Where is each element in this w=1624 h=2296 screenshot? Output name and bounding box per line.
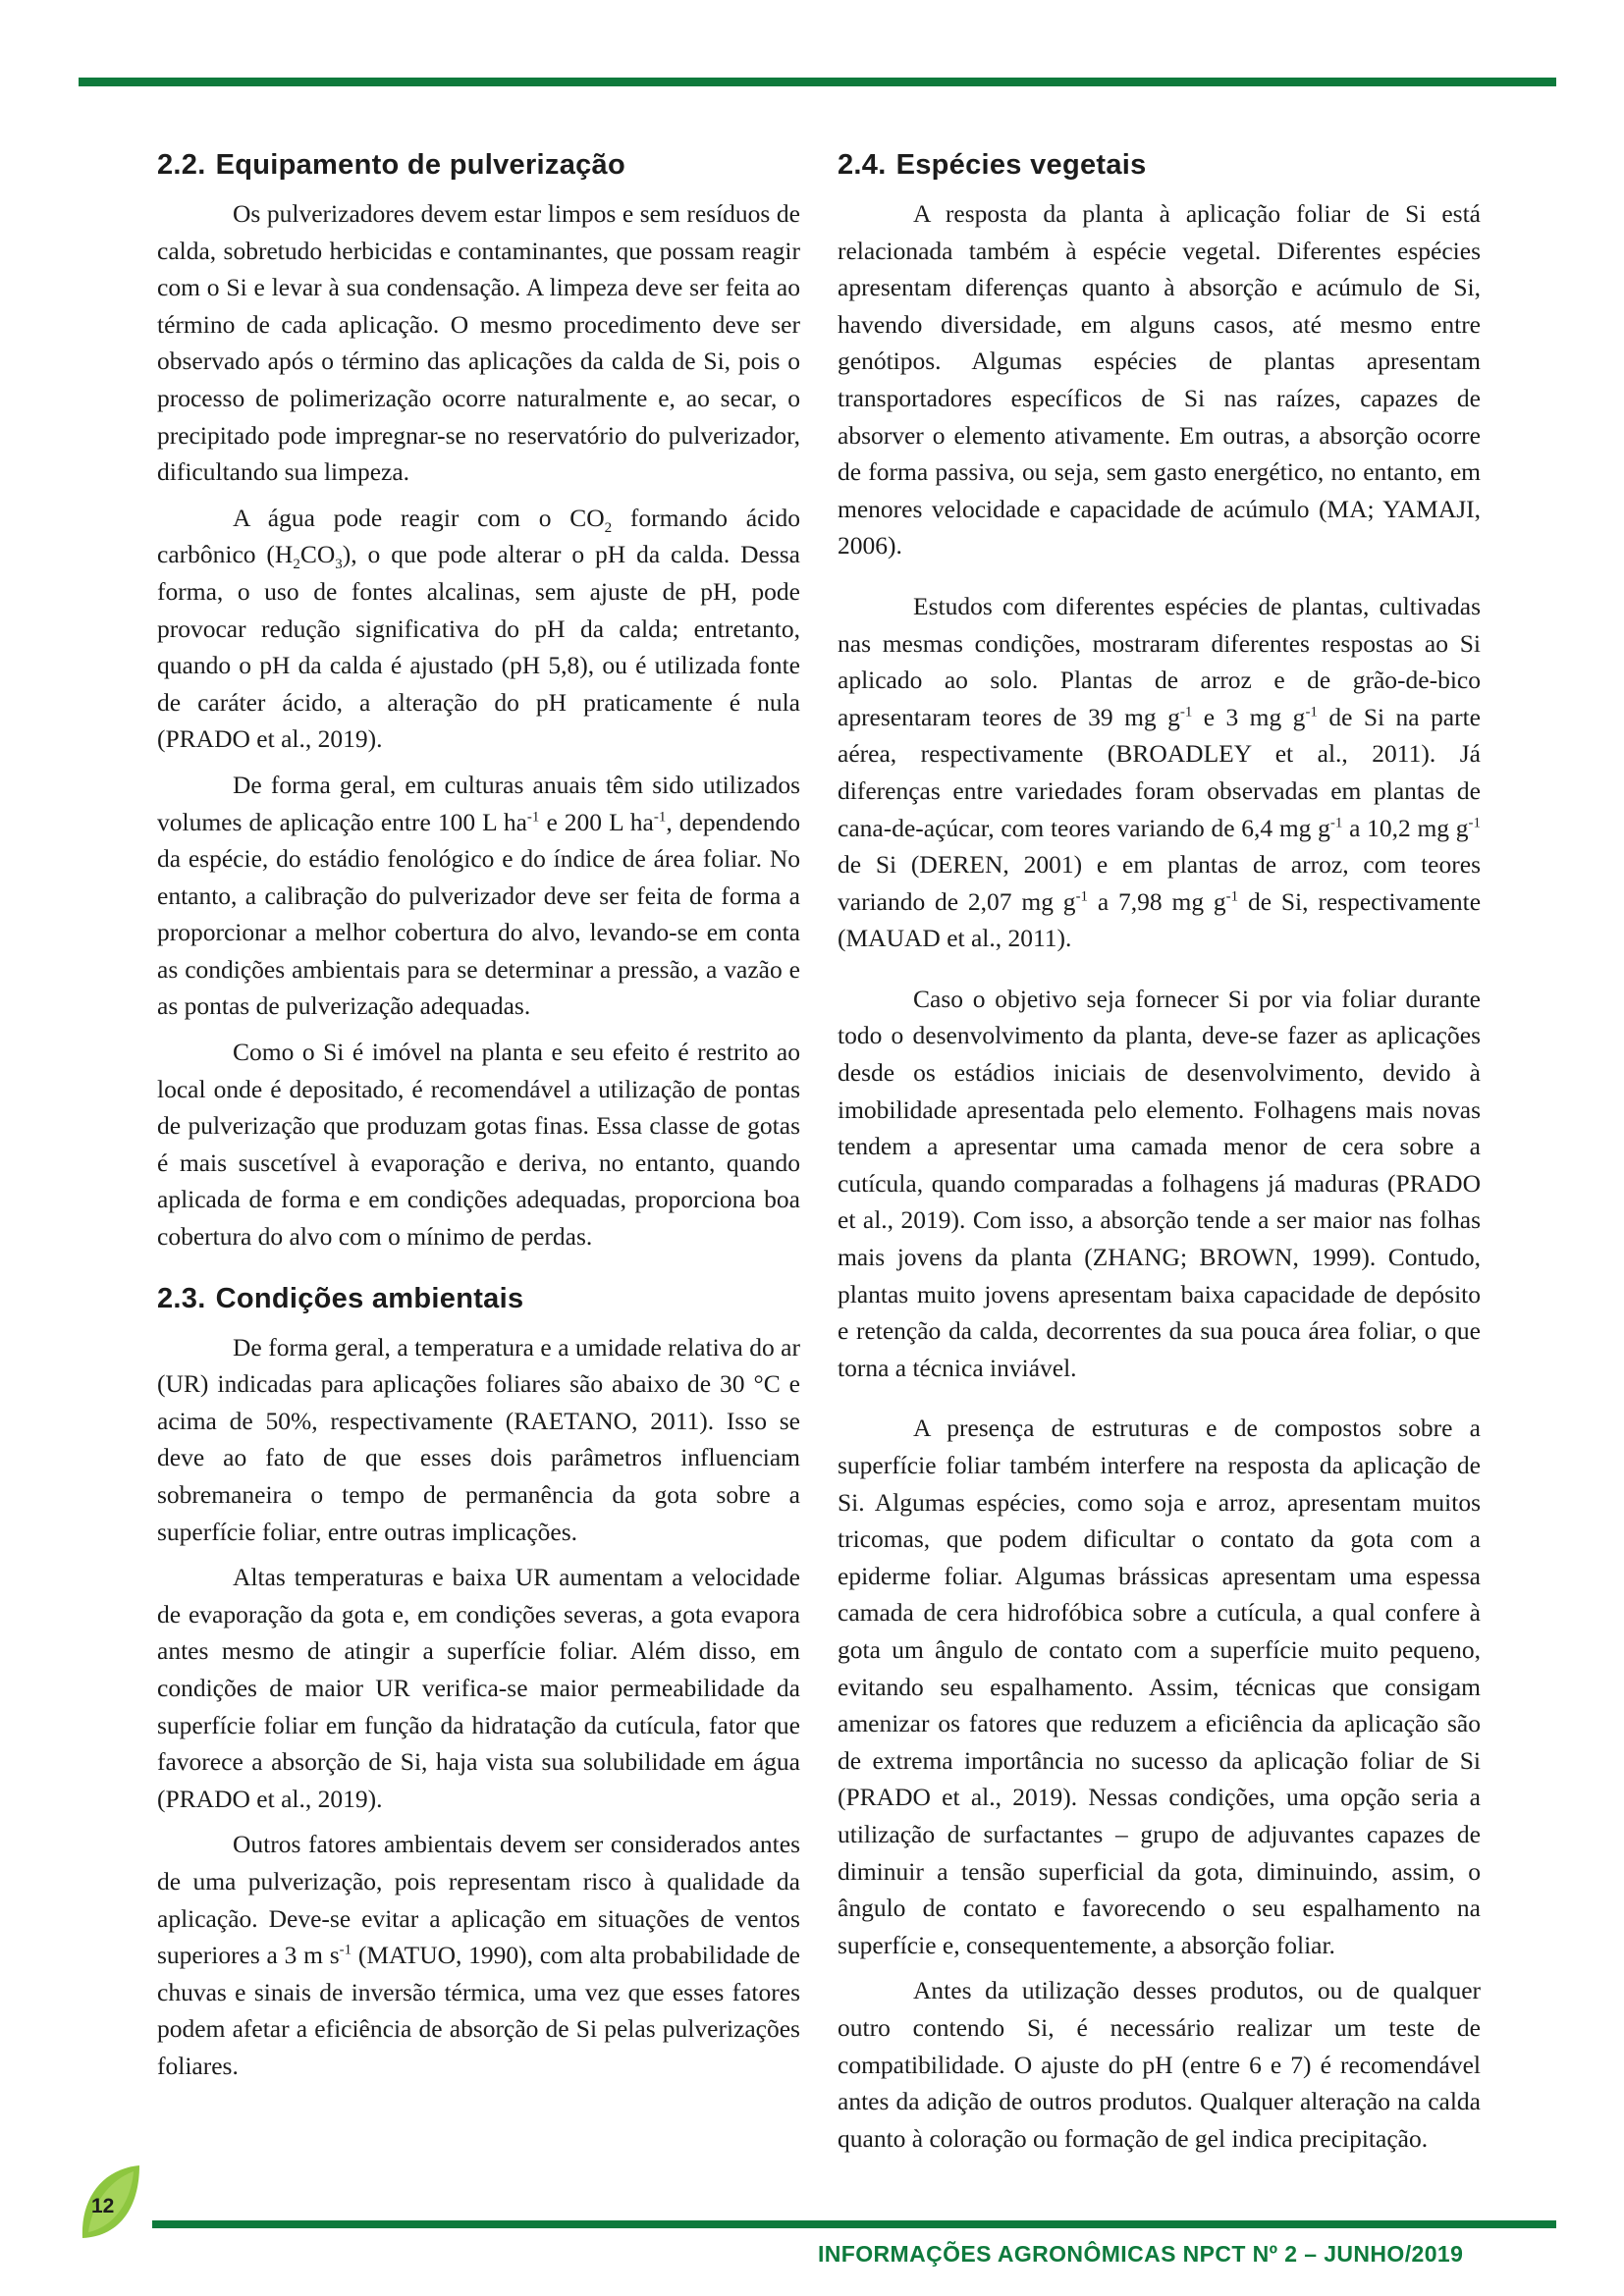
- section-number: 2.3.: [157, 1282, 206, 1314]
- text-run: Outros fatores ambientais devem ser considerados antes de uma pulverização, pois representam risco à qualidade da aplicação. Deve-se evitar a aplicação em situações de ventos superiores a 3 m s: [157, 1830, 800, 1970]
- text-run: de Si (DEREN, 2001) e em plantas de arroz, com teores variando de 2,07 mg g: [838, 850, 1481, 916]
- superscript: -1: [653, 809, 667, 825]
- text-run: CO: [299, 540, 336, 569]
- text-run: de Si na parte aérea, respectivamente (BROADLEY et al., 2011). Já diferenças entre variedades foram observadas em plantas de cana-de-açúcar, com teores variando de 6,4 mg g: [838, 702, 1481, 842]
- section-title: Condições ambientais: [215, 1282, 524, 1314]
- paragraph: A resposta da planta à aplicação foliar de Si está relacionada também à espécie vegetal. Diferentes espécies apresentam diferenças quanto à absorção e acúmulo de Si, havendo diversidade, em alguns casos, até mesmo entre genótipos. Algumas espécies de plantas apresentam transportadores específicos de Si nas raízes, capazes de absorver o elemento ativamente. Em outras, a absorção ocorre de forma passiva, ou seja, sem gasto energético, no entanto, em menores velocidade e capacidade de acúmulo (MA; YAMAJI, 2006).: [838, 199, 1481, 561]
- top-header-rule: [79, 78, 1556, 86]
- superscript: -1: [1179, 704, 1193, 721]
- text-run: e 200 L ha: [539, 807, 654, 836]
- footer-rule: [152, 2220, 1556, 2228]
- paragraph: Antes da utilização desses produtos, ou de qualquer outro contendo Si, é necessário realizar um teste de compatibilidade. O ajuste do pH (entre 6 e 7) é recomendável antes da adição de outros produtos. Qualquer alteração na calda quanto à coloração ou formação de gel indica precipitação.: [838, 1976, 1481, 2153]
- paragraph: [157, 1826, 800, 2084]
- paragraph: Os pulverizadores devem estar limpos e sem resíduos de calda, sobretudo herbicidas e contaminantes, que possam reagir com o Si e levar à sua condensação. A limpeza deve ser feita ao término de cada aplicação. O mesmo procedimento deve ser observado após o término das aplicações da calda de Si, pois o processo de polimerização ocorre naturalmente e, ao secar, o precipitado pode impregnar-se no reservatório do pulverizador, dificultando sua limpeza.: [157, 199, 800, 487]
- text-run: formando ácido carbônico (H: [157, 503, 801, 569]
- superscript: -1: [1329, 815, 1343, 830]
- superscript: -1: [1225, 888, 1239, 905]
- superscript: -1: [1468, 815, 1482, 830]
- text-run: Estudos com diferentes espécies de plantas, cultivadas nas mesmas condições, mostraram diferentes respostas ao Si aplicado ao solo. Plantas de arroz e de grão-de-bico apresentaram teores de 39 mg g: [838, 591, 1481, 731]
- section-number: 2.4.: [838, 149, 887, 181]
- text-run: , dependendo da espécie, do estádio fenológico e do índice de área foliar. No entanto, a calibração do pulverizador deve ser feita de forma a proporcionar a melhor cobertura do alvo, levando-se em conta as condições ambientais para se determinar a pressão, a vazão e as pontas de pulverização adequadas.: [157, 807, 800, 1021]
- paragraph: De forma geral, a temperatura e a umidade relativa do ar (UR) indicadas para aplicações foliares são abaixo de 30 °C e acima de 50%, respectivamente (RAETANO, 2011). Isso se deve ao fato de que esses dois parâmetros influenciam sobremaneira o tempo de permanência da gota sobre a superfície foliar, entre outras implicações.: [157, 1332, 800, 1546]
- text-run: de Si, respectivamente (MAUAD et al., 2011).: [838, 886, 1482, 953]
- text-run: a 7,98 mg g: [1088, 886, 1226, 916]
- page-number: 12: [91, 2195, 115, 2217]
- publication-title: INFORMAÇÕES AGRONÔMICAS NPCT Nº 2 – JUNHO/2019: [818, 2241, 1464, 2267]
- text-run: a 10,2 mg g: [1342, 813, 1469, 842]
- section-heading-2-3: [157, 1283, 800, 1315]
- paragraph: [157, 500, 800, 758]
- section-title: Equipamento de pulverização: [215, 149, 625, 181]
- paragraph: [838, 588, 1481, 957]
- subscript: 2: [293, 557, 300, 573]
- text-run: A água pode reagir com o CO: [233, 503, 605, 532]
- section-heading-2-4: [838, 149, 1481, 182]
- superscript: -1: [1075, 888, 1089, 905]
- left-column: [157, 149, 800, 2094]
- superscript: -1: [1305, 704, 1318, 721]
- paragraph: A presença de estruturas e de compostos sobre a superfície foliar também interfere na resposta da aplicação de Si. Algumas espécies, como soja e arroz, apresentam muitos tricomas, que podem dificultar o contato da gota com a epiderme foliar. Algumas brássicas apresentam uma espessa camada de cera hidrofóbica sobre a cutícula, a qual confere à gota um ângulo de contato com a superfície muito pequeno, evitando seu espalhamento. Assim, técnicas que consigam amenizar os fatores que reduzem a eficiência da aplicação são de extrema importância no sucesso da aplicação foliar de Si (PRADO et al., 2019). Nessas condições, uma opção seria a utilização de surfactantes – grupo de adjuvantes capazes de diminuir a tensão superficial da gota, diminuindo, assim, o ângulo de contato e favorecendo o seu espalhamento na superfície e, consequentemente, a absorção foliar.: [838, 1414, 1481, 1959]
- paragraph: Como o Si é imóvel na planta e seu efeito é restrito ao local onde é depositado, é recomendável a utilização de pontas de pulverização que produzam gotas finas. Essa classe de gotas é mais suscetível à evaporação e deriva, no entanto, quando aplicada de forma e em condições adequadas, proporciona boa cobertura do alvo com o mínimo de perdas.: [157, 1038, 800, 1252]
- section-number: 2.2.: [157, 149, 206, 181]
- text-run: (MATUO, 1990), com alta probabilidade de chuvas e sinais de inversão térmica, uma vez que esses fatores podem afetar a eficiência de absorção de Si pelas pulverizações foliares.: [157, 1941, 800, 2080]
- text-run: ), o que pode alterar o pH da calda. Dessa forma, o uso de fontes alcalinas, sem ajuste de pH, pode provocar redução significativa do pH da calda; entretanto, quando o pH da calda é ajustado (pH 5,8), ou é utilizada fonte de caráter ácido, a alteração do pH praticamente é nula (PRADO et al., 2019).: [157, 540, 800, 754]
- subscript: 3: [335, 557, 343, 573]
- footer-rule-bar: [152, 2220, 1556, 2228]
- superscript: -1: [526, 809, 540, 825]
- subscript: 2: [604, 519, 613, 536]
- superscript: -1: [339, 1942, 352, 1958]
- paragraph: Caso o objetivo seja fornecer Si por via foliar durante todo o desenvolvimento da planta, deve-se fazer as aplicações desde os estádios iniciais de desenvolvimento, devido à imobilidade apresentada pelo elemento. Folhagens mais novas tendem a apresentar uma camada menor de cera sobre a cutícula, quando comparadas a folhagens já maduras (PRADO et al., 2019). Com isso, a absorção tende a ser maior nas folhas mais jovens da planta (ZHANG; BROWN, 1999). Contudo, plantas muito jovens apresentam baixa capacidade de depósito e retenção da calda, decorrentes da sua pouca área foliar, o que torna a técnica inviável.: [838, 984, 1481, 1382]
- paragraph: Altas temperaturas e baixa UR aumentam a velocidade de evaporação da gota e, em condições severas, a gota evapora antes mesmo de atingir a superfície foliar. Além disso, em condições de maior UR verifica-se maior permeabilidade da superfície foliar em função da hidratação da cutícula, fator que favorece a absorção de Si, haja vista sua solubilidade em água (PRADO et al., 2019).: [157, 1563, 800, 1813]
- right-column: [838, 149, 1481, 2165]
- paragraph: [157, 767, 800, 1025]
- text-run: e 3 mg g: [1192, 702, 1306, 731]
- top-rule-bar: [79, 78, 1556, 86]
- text-run: De forma geral, em culturas anuais têm sido utilizados volumes de aplicação entre 100 L ha: [157, 770, 800, 836]
- section-heading-2-2: [157, 149, 800, 182]
- section-title: Espécies vegetais: [895, 149, 1147, 181]
